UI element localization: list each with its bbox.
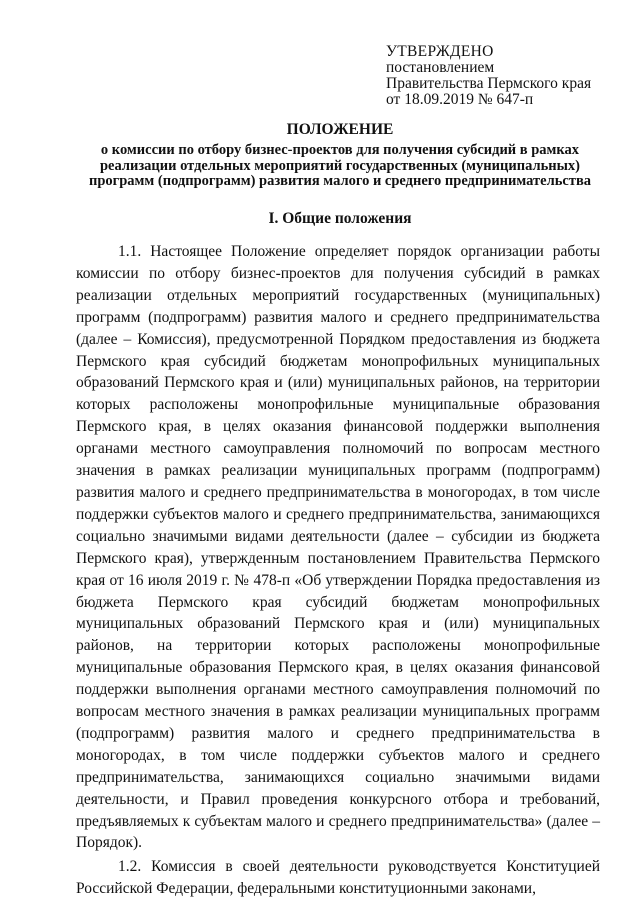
approval-heading: УТВЕРЖДЕНО bbox=[386, 43, 494, 60]
document-title: ПОЛОЖЕНИЕ bbox=[286, 121, 394, 138]
approval-line-government: Правительства Пермского края bbox=[386, 75, 592, 92]
document-body bbox=[76, 241, 600, 900]
section-heading: I. Общие положения bbox=[268, 210, 412, 227]
approval-line-decree: постановлением bbox=[386, 59, 495, 76]
approval-stamp bbox=[386, 44, 626, 108]
approval-line-date-number: от 18.09.2019 № 647-п bbox=[386, 91, 534, 108]
paragraph-1-2: 1.2. Комиссия в своей деятельности руководствуется Конституцией Российской Федерации, федеральными конституционными законами, bbox=[76, 858, 600, 898]
paragraph-1-1: 1.1. Настоящее Положение определяет порядок организации работы комиссии по отбору бизнес-проектов для получения субсидий в рамках реализации отдельных мероприятий государственных (муниципальных) программ (подпрограмм) развития малого и среднего предпринимательства (далее – Комиссия), предусмотренной Порядком предоставления из бюджета Пермского края субсидий бюджетам монопрофильных муниципальных образований Пермского края и (или) муниципальных районов, на территории которых расположены монопрофильные муниципальные образования Пермского края, в целях оказания финансовой поддержки выполнения органами местного самоуправления полномочий по вопросам местного значения в рамках реализации муниципальных программ (подпрограмм) развития малого и среднего предпринимательства в моногородах, в том числе поддержки субъектов малого и среднего предпринимательства, занимающихся социально значимыми видами деятельности (далее – субсидии из бюджета Пермского края), утвержденным постановлением Правительства Пермского края от 16 июля 2019 г. № 478-п «Об утверждении Порядка предоставления из бюджета Пермского края субсидий бюджетам монопрофильных муниципальных образований Пермского края и (или) муниципальных районов, на территории которых расположены монопрофильные муниципальные образования Пермского края, в целях оказания финансовой поддержки выполнения органами местного самоуправления полномочий по вопросам местного значения в рамках реализации муниципальных программ (подпрограмм) развития малого и среднего предпринимательства в моногородах, в том числе поддержки субъектов малого и среднего предпринимательства, занимающихся социально значимыми видами деятельности, и Правил проведения конкурсного отбора и требований, предъявляемых к субъектам малого и среднего предпринимательства» (далее – Порядок). bbox=[76, 243, 600, 852]
document-subtitle: о комиссии по отбору бизнес-проектов для получения субсидий в рамках реализации отдельных мероприятий государственных (муниципальных) программ (подпрограмм) развития малого и среднего предпринимательства bbox=[88, 142, 592, 189]
